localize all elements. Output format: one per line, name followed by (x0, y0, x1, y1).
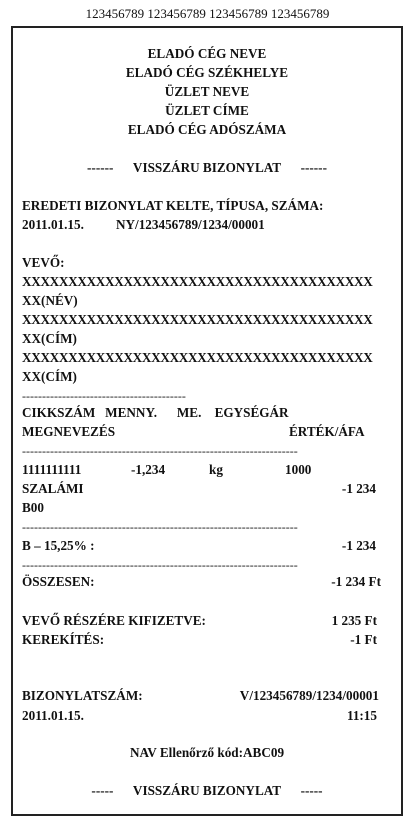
column-ruler: 123456789 123456789 123456789 123456789 (85, 6, 330, 21)
customer-address-tail-2: XX(CÍM) (22, 369, 77, 384)
footer-title: ----- VISSZÁRU BIZONYLAT ----- (91, 783, 323, 798)
customer-name-line: XXXXXXXXXXXXXXXXXXXXXXXXXXXXXXXXXXXXXX (22, 274, 373, 289)
item-unit: kg (209, 462, 223, 477)
nav-check-code: NAV Ellenőrző kód:ABC09 (129, 745, 285, 760)
item-name: SZALÁMI (22, 481, 84, 496)
seller-name: ELADÓ CÉG NEVE (147, 46, 267, 61)
column-header-name: MEGNEVEZÉS (22, 424, 116, 439)
customer-address-line-2: XXXXXXXXXXXXXXXXXXXXXXXXXXXXXXXXXXXXXX (22, 350, 373, 365)
doc-number-label: BIZONYLATSZÁM: (22, 688, 143, 703)
separator-3: --------------------------------------------------------------------- (22, 560, 298, 570)
rounding-label: KEREKÍTÉS: (22, 632, 105, 647)
doc-number-value: V/123456789/1234/00001 (239, 688, 379, 703)
separator-1: --------------------------------------------------------------------- (22, 446, 298, 456)
document-title: ------ VISSZÁRU BIZONYLAT ------ (87, 160, 327, 175)
column-headers: CIKKSZÁM MENNY. ME. EGYSÉGÁR (22, 405, 289, 420)
item-vat-code: B00 (22, 500, 44, 515)
store-address: ÜZLET CÍME (165, 103, 249, 118)
paid-value: 1 235 Ft (331, 613, 377, 628)
item-quantity: -1,234 (131, 462, 166, 477)
separator-short: ----------------------------------------- (22, 391, 186, 401)
item-value: -1 234 (341, 481, 376, 496)
item-unit-price: 1000 (285, 462, 312, 477)
original-doc-label: EREDETI BIZONYLAT KELTE, TÍPUSA, SZÁMA: (22, 198, 324, 213)
customer-name-tail: XX(NÉV) (22, 293, 78, 308)
customer-address-tail-1: XX(CÍM) (22, 331, 77, 346)
original-doc-number: NY/123456789/1234/00001 (116, 217, 265, 232)
item-code: 1111111111 (22, 462, 82, 477)
receipt (11, 26, 403, 816)
total-label: ÖSSZESEN: (22, 574, 95, 589)
original-doc-date: 2011.01.15. (22, 217, 84, 232)
rounding-value: -1 Ft (350, 632, 377, 647)
separator-2: --------------------------------------------------------------------- (22, 522, 298, 532)
doc-time: 11:15 (346, 708, 377, 723)
column-header-value: ÉRTÉK/ÁFA (289, 424, 365, 439)
vat-label: B – 15,25% : (22, 538, 95, 553)
total-value: -1 234 Ft (331, 574, 381, 589)
paid-label: VEVŐ RÉSZÉRE KIFIZETVE: (22, 613, 206, 628)
seller-tax-number: ELADÓ CÉG ADÓSZÁMA (127, 122, 287, 137)
customer-address-line-1: XXXXXXXXXXXXXXXXXXXXXXXXXXXXXXXXXXXXXX (22, 312, 373, 327)
seller-address: ELADÓ CÉG SZÉKHELYE (125, 65, 289, 80)
store-name: ÜZLET NEVE (164, 84, 250, 99)
doc-date: 2011.01.15. (22, 708, 84, 723)
customer-label: VEVŐ: (22, 255, 65, 270)
vat-value: -1 234 (341, 538, 376, 553)
